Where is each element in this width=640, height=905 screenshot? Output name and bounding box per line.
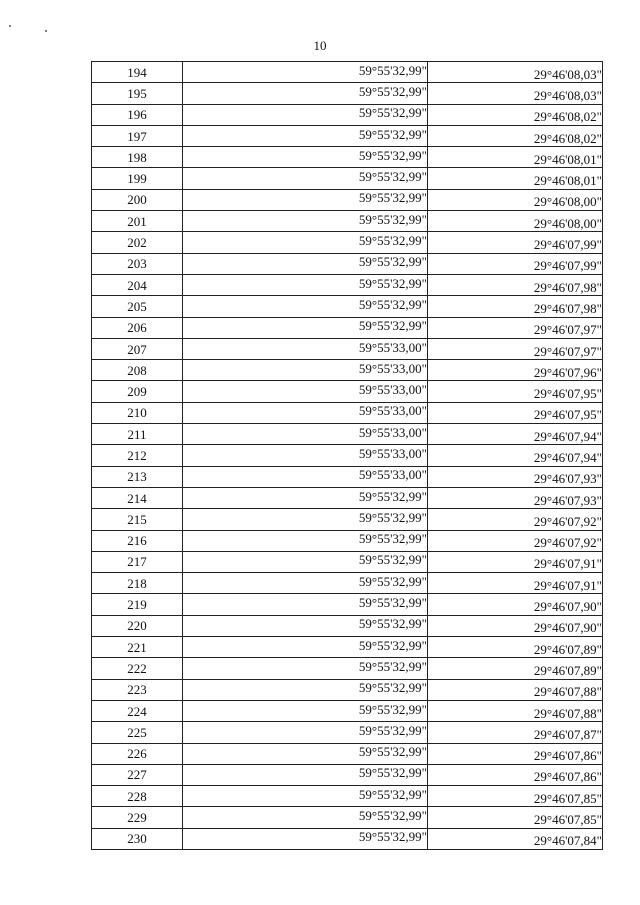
longitude-cell-text: 29°46'08,03" [533, 87, 602, 103]
longitude-cell [428, 424, 603, 445]
longitude-cell [428, 168, 603, 189]
longitude-cell-text: 29°46'08,02" [533, 130, 602, 146]
longitude-cell [428, 764, 603, 785]
point-number-cell-text: 213 [127, 469, 147, 485]
longitude-cell [428, 679, 603, 700]
point-number-cell [92, 828, 183, 849]
latitude-cell [183, 637, 428, 658]
latitude-cell-text: 59°55'32,99" [358, 83, 427, 99]
latitude-cell-text: 59°55'32,99" [358, 531, 427, 547]
longitude-cell-text: 29°46'07,97" [533, 343, 602, 359]
longitude-cell [428, 147, 603, 168]
longitude-cell [428, 658, 603, 679]
table-row [92, 445, 603, 466]
point-number-cell-text: 217 [127, 554, 147, 570]
latitude-cell [183, 104, 428, 125]
point-number-cell-text: 207 [127, 341, 147, 357]
point-number-cell-text: 224 [127, 703, 147, 719]
latitude-cell [183, 509, 428, 530]
latitude-cell [183, 83, 428, 104]
longitude-cell [428, 487, 603, 508]
table-row [92, 509, 603, 530]
table-row [92, 253, 603, 274]
latitude-cell-text: 59°55'32,99" [358, 637, 427, 653]
table-row [92, 104, 603, 125]
table-row [92, 211, 603, 232]
latitude-cell [183, 786, 428, 807]
latitude-cell-text: 59°55'32,99" [358, 573, 427, 589]
longitude-cell-text: 29°46'07,98" [533, 279, 602, 295]
longitude-cell-text: 29°46'07,88" [533, 684, 602, 700]
longitude-cell-text: 29°46'08,02" [533, 109, 602, 125]
point-number-cell-text: 200 [127, 192, 147, 208]
longitude-cell-text: 29°46'07,85" [533, 790, 602, 806]
longitude-cell [428, 274, 603, 295]
longitude-cell-text: 29°46'07,91" [533, 556, 602, 572]
table-row [92, 62, 603, 83]
point-number-cell [92, 743, 183, 764]
point-number-cell [92, 594, 183, 615]
point-number-cell [92, 679, 183, 700]
latitude-cell-text: 59°55'32,99" [358, 488, 427, 504]
latitude-cell-text: 59°55'32,99" [358, 190, 427, 206]
latitude-cell [183, 168, 428, 189]
point-number-cell-text: 209 [127, 384, 147, 400]
longitude-cell-text: 29°46'07,91" [533, 577, 602, 593]
table-row [92, 764, 603, 785]
longitude-cell-text: 29°46'07,89" [533, 662, 602, 678]
point-number-cell [92, 274, 183, 295]
table-row [92, 594, 603, 615]
point-number-cell [92, 83, 183, 104]
longitude-cell [428, 317, 603, 338]
table-row [92, 274, 603, 295]
longitude-cell-text: 29°46'08,00" [533, 215, 602, 231]
latitude-cell-text: 59°55'32,99" [358, 595, 427, 611]
latitude-cell-text: 59°55'32,99" [358, 765, 427, 781]
table-row [92, 551, 603, 572]
point-number-cell [92, 487, 183, 508]
longitude-cell-text: 29°46'07,96" [533, 364, 602, 380]
coordinates-table [91, 61, 603, 850]
longitude-cell [428, 402, 603, 423]
point-number-cell [92, 764, 183, 785]
point-number-cell [92, 530, 183, 551]
latitude-cell-text: 59°55'32,99" [358, 509, 427, 525]
longitude-cell [428, 125, 603, 146]
point-number-cell [92, 232, 183, 253]
point-number-cell-text: 208 [127, 362, 147, 378]
table-row [92, 679, 603, 700]
latitude-cell [183, 658, 428, 679]
point-number-cell-text: 211 [127, 426, 147, 442]
point-number-cell-text: 223 [127, 682, 147, 698]
longitude-cell [428, 104, 603, 125]
latitude-cell [183, 445, 428, 466]
point-number-cell-text: 203 [127, 256, 147, 272]
point-number-cell [92, 509, 183, 530]
latitude-cell-text: 59°55'32,99" [358, 62, 427, 78]
point-number-cell [92, 381, 183, 402]
point-number-cell [92, 424, 183, 445]
latitude-cell-text: 59°55'32,99" [358, 147, 427, 163]
longitude-cell-text: 29°46'07,84" [533, 833, 602, 849]
table-row [92, 360, 603, 381]
table-row [92, 743, 603, 764]
latitude-cell-text: 59°55'32,99" [358, 169, 427, 185]
point-number-cell [92, 211, 183, 232]
latitude-cell-text: 59°55'32,99" [358, 552, 427, 568]
latitude-cell [183, 615, 428, 636]
latitude-cell [183, 402, 428, 423]
latitude-cell-text: 59°55'32,99" [358, 105, 427, 121]
point-number-cell-text: 197 [127, 128, 147, 144]
point-number-cell [92, 125, 183, 146]
point-number-cell [92, 317, 183, 338]
latitude-cell-text: 59°55'33,00" [358, 467, 427, 483]
point-number-cell [92, 147, 183, 168]
longitude-cell [428, 253, 603, 274]
latitude-cell-text: 59°55'32,99" [358, 808, 427, 824]
latitude-cell [183, 594, 428, 615]
longitude-cell-text: 29°46'08,01" [533, 173, 602, 189]
point-number-cell-text: 216 [127, 533, 147, 549]
table-row [92, 807, 603, 828]
latitude-cell-text: 59°55'32,99" [358, 254, 427, 270]
latitude-cell [183, 338, 428, 359]
longitude-cell-text: 29°46'07,90" [533, 599, 602, 615]
latitude-cell [183, 424, 428, 445]
point-number-cell [92, 360, 183, 381]
longitude-cell [428, 445, 603, 466]
longitude-cell [428, 700, 603, 721]
latitude-cell [183, 274, 428, 295]
longitude-cell-text: 29°46'07,93" [533, 492, 602, 508]
table-row [92, 637, 603, 658]
table-row [92, 168, 603, 189]
latitude-cell-text: 59°55'33,00" [358, 339, 427, 355]
latitude-cell [183, 807, 428, 828]
point-number-cell-text: 229 [127, 810, 147, 826]
longitude-cell-text: 29°46'07,86" [533, 769, 602, 785]
latitude-cell [183, 530, 428, 551]
longitude-cell [428, 594, 603, 615]
latitude-cell [183, 211, 428, 232]
point-number-cell-text: 227 [127, 767, 147, 783]
point-number-cell-text: 194 [127, 64, 147, 80]
point-number-cell-text: 198 [127, 149, 147, 165]
longitude-cell [428, 743, 603, 764]
point-number-cell [92, 807, 183, 828]
longitude-cell [428, 828, 603, 849]
point-number-cell-text: 206 [127, 320, 147, 336]
point-number-cell [92, 168, 183, 189]
longitude-cell [428, 466, 603, 487]
point-number-cell [92, 104, 183, 125]
point-number-cell [92, 551, 183, 572]
longitude-cell [428, 62, 603, 83]
scan-speck [45, 30, 47, 32]
longitude-cell [428, 509, 603, 530]
table-row [92, 317, 603, 338]
longitude-cell [428, 551, 603, 572]
point-number-cell [92, 466, 183, 487]
longitude-cell [428, 381, 603, 402]
latitude-cell [183, 551, 428, 572]
point-number-cell [92, 615, 183, 636]
longitude-cell-text: 29°46'07,98" [533, 300, 602, 316]
table-row [92, 424, 603, 445]
table-row [92, 722, 603, 743]
point-number-cell [92, 189, 183, 210]
longitude-cell-text: 29°46'07,94" [533, 428, 602, 444]
longitude-cell-text: 29°46'07,92" [533, 535, 602, 551]
latitude-cell [183, 147, 428, 168]
longitude-cell-text: 29°46'07,88" [533, 705, 602, 721]
table-row [92, 700, 603, 721]
longitude-cell-text: 29°46'07,99" [533, 237, 602, 253]
point-number-cell-text: 219 [127, 597, 147, 613]
table-row [92, 487, 603, 508]
table-row [92, 125, 603, 146]
longitude-cell-text: 29°46'07,95" [533, 386, 602, 402]
point-number-cell-text: 204 [127, 277, 147, 293]
point-number-cell [92, 573, 183, 594]
latitude-cell-text: 59°55'32,99" [358, 786, 427, 802]
longitude-cell [428, 573, 603, 594]
latitude-cell [183, 360, 428, 381]
latitude-cell-text: 59°55'32,99" [358, 211, 427, 227]
table-row [92, 658, 603, 679]
point-number-cell [92, 253, 183, 274]
point-number-cell-text: 221 [127, 639, 147, 655]
longitude-cell-text: 29°46'07,86" [533, 748, 602, 764]
point-number-cell-text: 201 [127, 213, 147, 229]
point-number-cell-text: 199 [127, 171, 147, 187]
table-row [92, 402, 603, 423]
table-row [92, 615, 603, 636]
longitude-cell-text: 29°46'07,89" [533, 641, 602, 657]
point-number-cell [92, 62, 183, 83]
longitude-cell [428, 83, 603, 104]
table-row [92, 338, 603, 359]
longitude-cell [428, 211, 603, 232]
longitude-cell-text: 29°46'07,87" [533, 726, 602, 742]
longitude-cell-text: 29°46'07,85" [533, 812, 602, 828]
longitude-cell-text: 29°46'08,01" [533, 151, 602, 167]
latitude-cell [183, 573, 428, 594]
longitude-cell [428, 189, 603, 210]
point-number-cell-text: 210 [127, 405, 147, 421]
latitude-cell-text: 59°55'33,00" [358, 445, 427, 461]
longitude-cell-text: 29°46'07,93" [533, 471, 602, 487]
table-row [92, 573, 603, 594]
longitude-cell [428, 530, 603, 551]
point-number-cell-text: 222 [127, 660, 147, 676]
point-number-cell [92, 658, 183, 679]
latitude-cell-text: 59°55'32,99" [358, 318, 427, 334]
latitude-cell-text: 59°55'32,99" [358, 296, 427, 312]
latitude-cell-text: 59°55'33,00" [358, 424, 427, 440]
latitude-cell [183, 253, 428, 274]
latitude-cell [183, 62, 428, 83]
longitude-cell [428, 338, 603, 359]
latitude-cell [183, 700, 428, 721]
longitude-cell [428, 807, 603, 828]
longitude-cell [428, 232, 603, 253]
point-number-cell-text: 212 [127, 447, 147, 463]
latitude-cell [183, 317, 428, 338]
latitude-cell-text: 59°55'32,99" [358, 829, 427, 845]
coordinates-table-body [92, 62, 603, 850]
latitude-cell [183, 232, 428, 253]
longitude-cell [428, 296, 603, 317]
point-number-cell [92, 445, 183, 466]
longitude-cell-text: 29°46'07,97" [533, 322, 602, 338]
latitude-cell-text: 59°55'33,00" [358, 360, 427, 376]
table-row [92, 232, 603, 253]
point-number-cell [92, 700, 183, 721]
latitude-cell [183, 828, 428, 849]
point-number-cell-text: 228 [127, 788, 147, 804]
table-row [92, 147, 603, 168]
table-row [92, 189, 603, 210]
latitude-cell [183, 764, 428, 785]
latitude-cell [183, 189, 428, 210]
table-row [92, 466, 603, 487]
point-number-cell-text: 230 [127, 831, 147, 847]
latitude-cell-text: 59°55'32,99" [358, 722, 427, 738]
latitude-cell [183, 296, 428, 317]
longitude-cell-text: 29°46'07,94" [533, 449, 602, 465]
latitude-cell-text: 59°55'32,99" [358, 658, 427, 674]
latitude-cell-text: 59°55'32,99" [358, 616, 427, 632]
point-number-cell [92, 338, 183, 359]
longitude-cell [428, 786, 603, 807]
table-row [92, 828, 603, 849]
longitude-cell [428, 637, 603, 658]
longitude-cell-text: 29°46'08,00" [533, 194, 602, 210]
longitude-cell [428, 722, 603, 743]
latitude-cell [183, 487, 428, 508]
point-number-cell-text: 215 [127, 511, 147, 527]
point-number-cell-text: 218 [127, 575, 147, 591]
latitude-cell [183, 743, 428, 764]
latitude-cell-text: 59°55'33,00" [358, 403, 427, 419]
point-number-cell [92, 402, 183, 423]
longitude-cell-text: 29°46'07,92" [533, 513, 602, 529]
longitude-cell [428, 615, 603, 636]
scan-speck [9, 25, 11, 27]
longitude-cell-text: 29°46'07,99" [533, 258, 602, 274]
latitude-cell [183, 125, 428, 146]
point-number-cell-text: 214 [127, 490, 147, 506]
latitude-cell [183, 381, 428, 402]
longitude-cell [428, 360, 603, 381]
latitude-cell-text: 59°55'32,99" [358, 275, 427, 291]
point-number-cell-text: 196 [127, 107, 147, 123]
latitude-cell-text: 59°55'32,99" [358, 744, 427, 760]
latitude-cell-text: 59°55'32,99" [358, 126, 427, 142]
point-number-cell [92, 786, 183, 807]
latitude-cell [183, 679, 428, 700]
point-number-cell-text: 202 [127, 235, 147, 251]
table-row [92, 296, 603, 317]
point-number-cell-text: 226 [127, 746, 147, 762]
point-number-cell-text: 225 [127, 724, 147, 740]
point-number-cell-text: 220 [127, 618, 147, 634]
longitude-cell-text: 29°46'07,90" [533, 620, 602, 636]
latitude-cell-text: 59°55'32,99" [358, 680, 427, 696]
longitude-cell-text: 29°46'08,03" [533, 66, 602, 82]
page-number: 10 [313, 38, 327, 53]
latitude-cell-text: 59°55'33,00" [358, 382, 427, 398]
table-row [92, 786, 603, 807]
latitude-cell-text: 59°55'32,99" [358, 233, 427, 249]
table-row [92, 530, 603, 551]
point-number-cell-text: 195 [127, 85, 147, 101]
latitude-cell [183, 722, 428, 743]
longitude-cell-text: 29°46'07,95" [533, 407, 602, 423]
point-number-cell-text: 205 [127, 298, 147, 314]
point-number-cell [92, 722, 183, 743]
point-number-cell [92, 637, 183, 658]
table-row [92, 83, 603, 104]
latitude-cell [183, 466, 428, 487]
latitude-cell-text: 59°55'32,99" [358, 701, 427, 717]
table-row [92, 381, 603, 402]
point-number-cell [92, 296, 183, 317]
